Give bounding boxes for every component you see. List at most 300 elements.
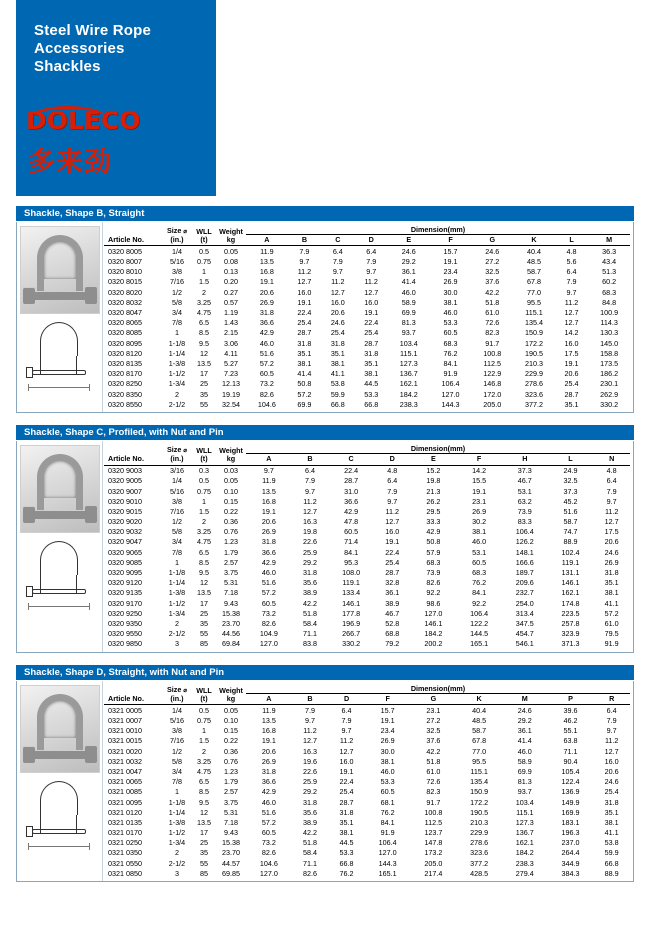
table-row[interactable]	[104, 287, 630, 297]
table-row[interactable]	[104, 277, 630, 287]
table-row[interactable]	[104, 588, 630, 598]
cell-value: 53.8	[330, 379, 345, 389]
table-row[interactable]	[104, 506, 630, 516]
col-header-m: M	[606, 235, 613, 245]
cell-value: 6.5	[199, 777, 209, 787]
cell-value: 9.7	[263, 466, 274, 476]
cell-value: 210.3	[470, 817, 489, 827]
cell-value: 46.0	[517, 746, 532, 756]
cell-value: 144.3	[441, 399, 460, 409]
table-row[interactable]	[104, 777, 630, 787]
drawing-pin-head-icon	[26, 367, 33, 378]
table-row[interactable]	[104, 639, 630, 649]
table-row[interactable]	[104, 807, 630, 817]
cell-value: 35.1	[604, 578, 619, 588]
table-body	[104, 705, 630, 879]
cell-value: 16.0	[297, 287, 312, 297]
cell-value: 6.4	[341, 705, 352, 715]
table-row[interactable]	[104, 527, 630, 537]
cell-value: 11.2	[303, 496, 317, 506]
cell-value: 68.3	[602, 287, 617, 297]
cell-value: 100.8	[483, 348, 502, 358]
cell-value: 17	[200, 598, 208, 608]
cell-value: 7/8	[172, 547, 182, 557]
cell-value: 16.0	[564, 338, 579, 348]
cell-value: 5.31	[224, 807, 238, 817]
shackle-pin-icon	[29, 510, 91, 519]
cell-value: 5/16	[170, 257, 184, 267]
cell-value: 12	[200, 348, 208, 358]
table-row[interactable]	[104, 817, 630, 827]
cell-value: 55.1	[563, 726, 578, 736]
cell-value: 60.5	[380, 787, 395, 797]
cell-value: 1.19	[224, 308, 238, 317]
cell-value: 6.4	[304, 466, 315, 476]
shackle-nut-icon	[85, 746, 97, 763]
table-row[interactable]	[104, 736, 630, 746]
cell-value: 186.2	[600, 369, 619, 379]
table-row[interactable]	[104, 476, 630, 486]
table-row[interactable]	[104, 547, 630, 557]
cell-value: 35.1	[297, 348, 312, 358]
cell-value: 1-1/8	[168, 797, 186, 807]
cell-value: 71.1	[302, 629, 317, 639]
cell-value: 38.1	[330, 358, 345, 368]
cell-value: 84.1	[344, 547, 359, 557]
cell-value: 162.1	[399, 379, 418, 389]
col-header-a: A	[266, 454, 272, 464]
cell-value: 190.5	[524, 348, 543, 358]
cell-value: 8.5	[199, 328, 209, 338]
table-row[interactable]	[104, 537, 630, 547]
cell-value: 254.0	[515, 598, 534, 608]
cell-value: 1.43	[224, 318, 238, 328]
cell-value: 122.4	[561, 777, 580, 787]
cell-value: 9.7	[366, 267, 377, 277]
cell-value: 42.2	[426, 746, 441, 756]
shackle-section	[16, 665, 634, 882]
cell-value: 135.4	[524, 318, 543, 328]
table-row[interactable]	[104, 328, 630, 338]
cell-value: 25.4	[364, 328, 379, 338]
table-row[interactable]	[104, 629, 630, 639]
cell-value: 53.3	[339, 848, 354, 858]
cell-value: 9.7	[304, 486, 315, 496]
cell-value: 12.7	[330, 287, 345, 297]
cell-value: 51.6	[259, 348, 274, 358]
cell-value: 12	[200, 807, 208, 817]
cell-value: 46.7	[517, 476, 532, 486]
cell-value: 16.8	[259, 267, 274, 277]
cell-value: 2	[175, 389, 179, 399]
cell-value: 7.23	[224, 369, 238, 379]
cell-value: 60.5	[259, 369, 274, 379]
cell-value: 71.1	[302, 858, 317, 868]
cell-value: 44.56	[222, 629, 240, 639]
table-row[interactable]	[104, 486, 630, 496]
cell-value: 84.1	[443, 358, 458, 368]
cell-value: 44.5	[339, 838, 354, 848]
cell-value: 73.2	[261, 608, 276, 618]
cell-value: 28.7	[564, 389, 579, 399]
cell-value: 9.7	[304, 716, 315, 725]
cell-value: 55	[200, 858, 208, 868]
cell-value: 158.8	[600, 348, 619, 358]
cell-value: 23.70	[222, 848, 240, 858]
table-row[interactable]	[104, 256, 630, 266]
cell-value: 22.6	[302, 766, 317, 776]
table-row[interactable]	[104, 618, 630, 628]
shackle-pin-head-icon	[23, 746, 35, 763]
cell-value: 184.2	[424, 629, 443, 639]
cell-value: 83.3	[517, 517, 532, 527]
table-row[interactable]	[104, 369, 630, 379]
cell-value: 0.75	[197, 486, 211, 496]
cell-value: 112.5	[483, 358, 501, 368]
table-row[interactable]	[104, 746, 630, 756]
cell-value: 91.9	[380, 828, 395, 838]
cell-value: 130.3	[600, 328, 619, 338]
cell-article-no: 0320 9015	[108, 506, 142, 516]
cell-value: 23.4	[443, 267, 458, 277]
col-header-b: B	[307, 454, 313, 464]
cell-value: 9.7	[341, 726, 352, 736]
cell-value: 323.6	[524, 389, 543, 399]
cell-value: 7/16	[170, 506, 184, 516]
cell-article-no: 0320 9850	[108, 639, 142, 649]
cell-value: 61.0	[604, 618, 619, 628]
col-header-m: M	[521, 694, 528, 704]
table-row[interactable]	[104, 297, 630, 307]
col-header-e: E	[406, 235, 412, 245]
table-row[interactable]	[104, 715, 630, 725]
col-header-d: D	[389, 454, 395, 464]
cell-value: 347.5	[515, 618, 534, 628]
cell-value: 149.9	[561, 797, 580, 807]
section-body	[16, 441, 634, 653]
cell-article-no: 0320 9170	[108, 598, 142, 608]
cell-value: 42.2	[302, 828, 317, 838]
cell-value: 69.84	[222, 639, 240, 649]
cell-value: 0.05	[224, 246, 238, 256]
cell-value: 12	[200, 578, 208, 588]
cell-value: 9.5	[199, 338, 209, 348]
col-header-wll: WLL (t)	[196, 446, 212, 464]
cell-value: 48.5	[472, 716, 487, 725]
cell-value: 95.5	[526, 297, 541, 307]
cell-value: 3.25	[197, 527, 211, 537]
table-row[interactable]	[104, 557, 630, 567]
cell-value: 53.8	[604, 838, 619, 848]
cell-value: 16.0	[385, 527, 400, 537]
cell-value: 32.8	[385, 578, 400, 588]
cell-value: 210.3	[524, 358, 543, 368]
cell-value: 2	[202, 746, 206, 756]
cell-value: 73.2	[261, 838, 276, 848]
cell-value: 31.8	[339, 807, 354, 817]
cell-value: 238.3	[399, 399, 418, 409]
table-row[interactable]	[104, 267, 630, 277]
cell-value: 9.7	[606, 496, 617, 506]
cell-value: 122.2	[470, 618, 489, 628]
cell-article-no: 0320 9020	[108, 517, 142, 527]
cell-value: 14.2	[472, 466, 487, 476]
table-row[interactable]	[104, 858, 630, 868]
cell-value: 205.0	[483, 399, 502, 409]
table-row[interactable]	[104, 787, 630, 797]
cell-value: 126.2	[515, 537, 534, 547]
table-row[interactable]	[104, 578, 630, 588]
shackle-photo	[20, 226, 100, 314]
cell-value: 57.2	[259, 358, 274, 368]
cell-value: 0.27	[224, 287, 238, 297]
section-title: Shackle, Shape B, Straight	[16, 206, 634, 222]
table-row[interactable]	[104, 307, 630, 317]
table-row[interactable]	[104, 567, 630, 577]
cell-value: 223.5	[561, 608, 580, 618]
cell-article-no: 0320 8020	[108, 287, 142, 297]
cell-value: 174.8	[561, 598, 580, 608]
cell-article-no: 0321 0350	[108, 848, 142, 858]
cell-value: 23.1	[472, 496, 487, 506]
cell-value: 0.76	[224, 527, 238, 537]
table-row[interactable]	[104, 358, 630, 368]
cell-article-no: 0321 0095	[108, 797, 142, 807]
table-row[interactable]	[104, 379, 630, 389]
cell-value: 63.8	[563, 736, 578, 746]
cell-value: 6.4	[332, 246, 343, 256]
cell-value: 9.5	[199, 797, 209, 807]
table-wrapper	[103, 441, 633, 652]
cell-value: 12.7	[302, 506, 317, 516]
cell-value: 106.4	[441, 379, 460, 389]
cell-value: 39.6	[563, 705, 578, 715]
cell-value: 74.7	[563, 527, 578, 537]
cell-value: 79.2	[385, 639, 400, 649]
specification-table	[104, 443, 630, 649]
table-row[interactable]	[104, 496, 630, 506]
cell-value: 22.6	[302, 537, 317, 547]
cell-value: 217.4	[424, 868, 443, 878]
cell-value: 237.0	[561, 838, 580, 848]
cell-value: 46.0	[259, 338, 274, 348]
table-row[interactable]	[104, 766, 630, 776]
section-title: Shackle, Shape D, Straight, with Nut and Pin	[16, 665, 634, 681]
cell-value: 13.5	[197, 817, 211, 827]
cell-value: 12.7	[297, 277, 312, 287]
col-header-p: P	[568, 694, 573, 704]
table-row[interactable]	[104, 517, 630, 527]
cell-value: 106.4	[378, 838, 397, 848]
cell-value: 127.0	[378, 848, 397, 858]
table-row[interactable]	[104, 848, 630, 858]
cell-value: 1	[175, 557, 179, 567]
cell-value: 31.8	[297, 338, 312, 348]
cell-value: 40.4	[472, 705, 487, 715]
shackle-body-icon	[37, 235, 83, 279]
cell-value: 0.5	[199, 476, 209, 486]
cell-value: 73.2	[259, 379, 274, 389]
cell-value: 1.5	[199, 506, 209, 516]
cell-value: 183.1	[561, 817, 580, 827]
table-row[interactable]	[104, 598, 630, 608]
cell-article-no: 0320 9350	[108, 618, 142, 628]
cell-value: 1/2	[172, 287, 182, 297]
cell-value: 38.1	[472, 527, 487, 537]
table-row[interactable]	[104, 465, 630, 476]
table-row[interactable]	[104, 827, 630, 837]
cell-article-no: 0320 8550	[108, 399, 142, 409]
cell-value: 1	[202, 496, 206, 506]
cell-article-no: 0320 8250	[108, 379, 142, 389]
cell-article-no: 0321 0005	[108, 705, 142, 715]
cell-value: 9.43	[224, 828, 238, 838]
cell-value: 196.9	[342, 618, 361, 628]
cell-value: 0.10	[224, 716, 238, 725]
col-header-k: K	[476, 694, 482, 704]
cell-value: 1-3/4	[168, 608, 186, 618]
cell-value: 24.6	[330, 318, 345, 328]
table-row[interactable]	[104, 838, 630, 848]
cell-value: 5/16	[170, 716, 184, 725]
cell-value: 76.2	[380, 807, 395, 817]
cell-value: 13.5	[197, 358, 211, 368]
cell-value: 1-3/8	[168, 358, 186, 368]
cell-value: 26.9	[380, 736, 395, 746]
cell-value: 28.7	[344, 476, 359, 486]
cell-value: 45.2	[563, 496, 578, 506]
cell-value: 66.8	[604, 858, 619, 868]
cell-value: 46.0	[472, 537, 487, 547]
cell-value: 51.8	[302, 608, 317, 618]
cell-value: 104.6	[257, 399, 276, 409]
cell-value: 7.18	[224, 588, 238, 598]
col-header-size: Size ⌀ (in.)	[166, 226, 187, 245]
cell-value: 25.4	[604, 787, 619, 797]
cell-value: 16.3	[302, 517, 317, 527]
cell-article-no: 0320 9047	[108, 537, 142, 547]
cell-value: 53.3	[380, 777, 395, 787]
cell-value: 4.8	[606, 466, 617, 476]
cell-value: 3/16	[170, 466, 184, 476]
cell-value: 1.23	[224, 766, 238, 776]
col-header-article-no: Article No.	[108, 454, 144, 464]
cell-value: 19.1	[261, 736, 276, 746]
table-row[interactable]	[104, 399, 630, 409]
cell-value: 15.38	[222, 838, 240, 848]
cell-value: 95.5	[472, 756, 487, 766]
table-row[interactable]	[104, 348, 630, 358]
col-header-r: R	[609, 694, 615, 704]
table-row[interactable]	[104, 756, 630, 766]
cell-value: 0.15	[224, 496, 238, 506]
cell-value: 5/8	[172, 756, 182, 766]
table-row[interactable]	[104, 797, 630, 807]
table-row[interactable]	[104, 726, 630, 736]
cell-value: 1	[202, 726, 206, 736]
cell-value: 131.1	[561, 568, 580, 578]
cell-value: 6.4	[606, 705, 617, 715]
cell-value: 377.2	[470, 858, 489, 868]
shackle-pin-icon	[29, 750, 91, 759]
col-header-wll: WLL (t)	[196, 227, 212, 245]
cell-article-no: 0320 9032	[108, 527, 142, 537]
cell-value: 16.0	[364, 297, 379, 307]
cell-value: 71.4	[344, 537, 359, 547]
table-row[interactable]	[104, 318, 630, 328]
cell-value: 53.1	[517, 486, 532, 496]
cell-value: 122.9	[483, 369, 502, 379]
cell-value: 2	[175, 848, 179, 858]
cell-value: 25.4	[564, 379, 579, 389]
cell-value: 53.3	[443, 318, 458, 328]
cell-value: 31.8	[302, 797, 317, 807]
cell-value: 19.1	[443, 257, 458, 267]
cell-value: 11.2	[331, 277, 345, 287]
cell-value: 115.1	[516, 807, 534, 817]
cell-value: 169.9	[561, 807, 580, 817]
cell-value: 28.7	[364, 338, 379, 348]
cell-value: 5.27	[224, 358, 238, 368]
cell-value: 38.9	[385, 598, 400, 608]
cell-value: 72.6	[426, 777, 441, 787]
cell-value: 166.6	[515, 557, 534, 567]
table-row[interactable]	[104, 338, 630, 348]
cell-value: 19.1	[261, 506, 276, 516]
cell-value: 16.0	[330, 297, 345, 307]
col-header-dimension-group: Dimension(mm)	[246, 683, 630, 693]
cell-value: 55	[200, 629, 208, 639]
cell-value: 0.20	[224, 277, 238, 287]
cell-value: 35.1	[339, 817, 354, 827]
cell-article-no: 0320 8095	[108, 338, 142, 348]
cell-value: 35.6	[302, 807, 317, 817]
page-title	[34, 22, 204, 76]
cell-value: 2-1/2	[168, 399, 186, 409]
cell-value: 76.2	[472, 578, 487, 588]
cell-value: 24.9	[563, 466, 578, 476]
cell-value: 1	[202, 267, 206, 277]
col-header-article-no: Article No.	[108, 694, 144, 704]
table-row[interactable]	[104, 389, 630, 399]
cell-value: 115.1	[525, 308, 543, 317]
table-row[interactable]	[104, 868, 630, 878]
table-row[interactable]	[104, 246, 630, 257]
table-row[interactable]	[104, 705, 630, 716]
col-header-h: H	[522, 454, 528, 464]
cell-value: 68.3	[443, 338, 458, 348]
cell-value: 1/4	[172, 705, 182, 715]
shackle-photo	[20, 685, 100, 773]
cell-value: 29.5	[426, 506, 441, 516]
cell-value: 19.1	[297, 297, 312, 307]
cell-value: 108.0	[342, 568, 361, 578]
cell-value: 93.7	[517, 787, 532, 797]
cell-value: 127.3	[399, 358, 418, 368]
cell-value: 46.0	[261, 568, 276, 578]
cell-value: 26.9	[604, 557, 619, 567]
cell-value: 15.7	[443, 246, 458, 256]
cell-value: 1-1/8	[168, 338, 186, 348]
shackle-nut-icon	[85, 506, 97, 523]
cell-value: 22.4	[385, 547, 400, 557]
cell-value: 36.6	[259, 318, 274, 328]
table-row[interactable]	[104, 608, 630, 618]
cell-value: 32.54	[222, 399, 240, 409]
cell-value: 1.5	[199, 736, 209, 746]
cell-value: 19.6	[302, 756, 317, 766]
cell-value: 454.7	[515, 629, 534, 639]
